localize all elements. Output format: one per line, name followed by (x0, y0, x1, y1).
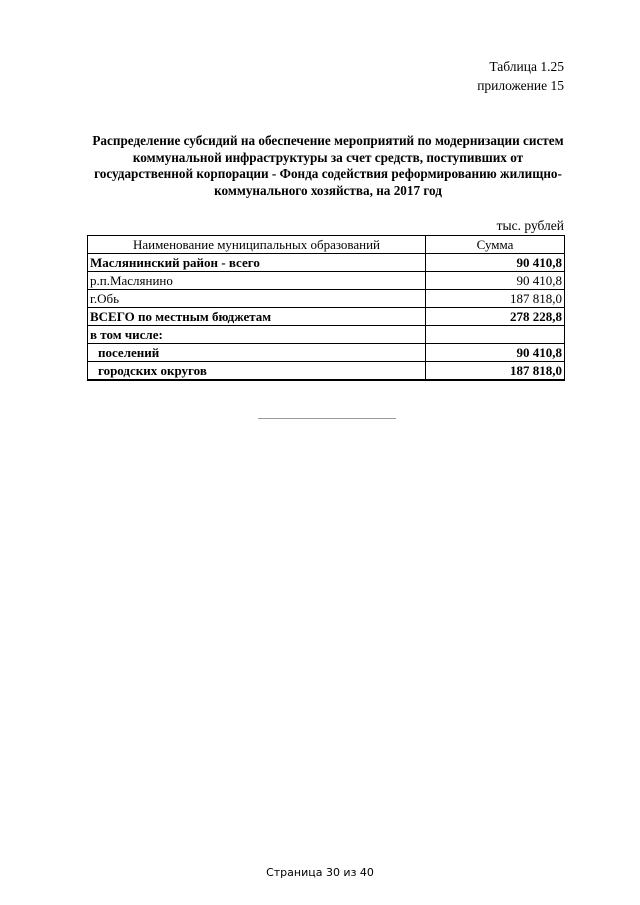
row-sum: 278 228,8 (426, 308, 565, 326)
table-row (88, 326, 565, 344)
row-sum: 90 410,8 (426, 254, 565, 272)
table-row (88, 344, 565, 362)
row-name: городских округов (88, 362, 426, 381)
row-name: ВСЕГО по местным бюджетам (88, 308, 426, 326)
table-row (88, 272, 565, 290)
table-header-row (88, 236, 565, 254)
row-name: р.п.Маслянино (88, 272, 426, 290)
row-sum: 187 818,0 (426, 362, 565, 381)
document-title: Распределение субсидий на обеспечение мероприятий по модернизации систем коммунальной инфраструктуры за счет средств, поступивших от государственной корпорации - Фонда содействия реформированию жилищно-коммунального хозяйства, на 2017 год (92, 133, 564, 198)
row-sum: 90 410,8 (426, 272, 565, 290)
column-header-sum: Сумма (426, 236, 565, 254)
row-name: поселений (88, 344, 426, 362)
column-header-name: Наименование муниципальных образований (88, 236, 426, 254)
subsidy-table (87, 235, 565, 381)
page-number: Страница 30 из 40 (266, 866, 374, 879)
row-sum (426, 326, 565, 344)
table-row (88, 290, 565, 308)
table-row (88, 308, 565, 326)
end-separator-line (258, 418, 396, 419)
row-sum: 187 818,0 (426, 290, 565, 308)
units-label: тыс. рублей (496, 218, 564, 233)
table-number: Таблица 1.25 (489, 59, 564, 74)
row-sum: 90 410,8 (426, 344, 565, 362)
row-name: Маслянинский район - всего (88, 254, 426, 272)
table-row (88, 362, 565, 381)
annex-label: приложение 15 (477, 78, 564, 93)
row-name: в том числе: (88, 326, 426, 344)
table-row (88, 254, 565, 272)
row-name: г.Обь (88, 290, 426, 308)
